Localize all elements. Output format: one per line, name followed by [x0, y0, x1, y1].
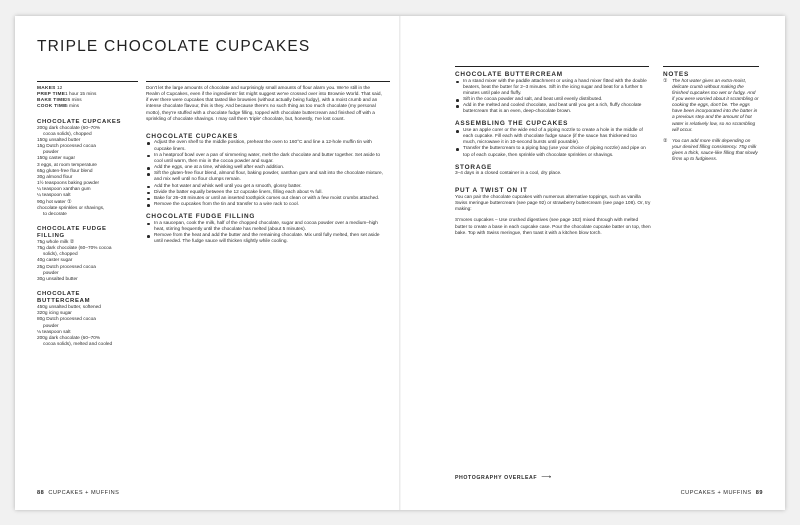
method-top-rule — [455, 66, 649, 67]
storage-text: 3–4 days in a closed container in a cool, dry place. — [455, 171, 562, 177]
twist-smores-text: S'mores cupcakes – Use crushed digestives (see page 162) mixed through with melted butter to create a base in each cupcake case. Pour the chocolate cupcake batter on top, then bake. Top with Swiss meringue, then toast it with a kitchen blow torch. — [455, 218, 651, 236]
twist-text: You can pair the chocolate cupcakes with numerous alternative toppings, such as vanilla Swiss meringue buttercream (see page 92) or strawberry buttercream (see page 108). Or, try making: — [455, 194, 651, 213]
ingredient-line: 450g unsalted butter, softened — [37, 305, 101, 311]
method-step: In a heatproof bowl over a pan of simmering water, melt the dark chocolate and butter together. Set aside to cool until warm, then mix in the cocoa powder and sugar. — [146, 153, 384, 165]
notes-heading: NOTES — [663, 71, 690, 78]
method-step: Bake for 26–28 minutes or until an inserted toothpick comes out clean or with a few moist crumbs attached. — [146, 196, 384, 202]
recipe-title: TRIPLE CHOCOLATE CUPCAKES — [37, 38, 311, 55]
method-step: Add the hot water and whisk well until you get a smooth, glossy batter. — [146, 184, 384, 190]
note-item: ① The hot water gives an extra-moist, delicate crumb without making the finished cupcakes too wet or fudgy. And if you were worried about it scrambling or cooking the eggs, don't be. The eggs have been incorporated into the batter in a previous step and the amount of hot water is relatively low, so no scrambling will occur. — [663, 78, 759, 133]
twist-heading: PUT A TWIST ON IT — [455, 187, 528, 195]
ingredient-line: 65g gluten-free flour blend — [37, 168, 93, 174]
photography-overleaf-label: PHOTOGRAPHY OVERLEAF ⟶ — [455, 474, 552, 481]
method-cupcakes-heading: CHOCOLATE CUPCAKES — [146, 132, 239, 140]
ingredients-top-rule — [37, 81, 138, 82]
method-step: In a saucepan, cook the milk, half of the chopped chocolate, sugar and cocoa powder over a medium–high heat, stirring frequently until the chocolate has melted (about 5 minutes). — [146, 221, 384, 233]
arrow-right-icon: ⟶ — [541, 474, 552, 481]
method-step: Add in the melted and cooled chocolate, and beat until you get a rich, fluffy chocolate buttercream that is an even, deep-chocolate brown. — [455, 103, 651, 115]
ingredient-line: powder — [43, 323, 59, 329]
left-page — [15, 16, 400, 510]
ingredient-line: 30g unsalted butter — [37, 276, 78, 282]
note-item: ② You can add more milk depending on your desired filling consistency. 75g milk gives a thick, sauce-like filling that slowly firms up to fudginess. — [663, 138, 758, 163]
method-buttercream-heading: CHOCOLATE BUTTERCREAM — [455, 71, 563, 78]
ingredients-column — [37, 86, 141, 348]
ingredient-line: 40g caster sugar — [37, 258, 73, 264]
storage-heading: STORAGE — [455, 163, 493, 171]
ingredient-line: 200g dark chocolate (60–70% — [37, 125, 101, 131]
ingredient-line: 15g Dutch processed cocoa — [37, 144, 96, 150]
ingredient-line: 75g dark chocolate (60–70% cocoa — [37, 246, 112, 252]
ingredient-line: 320g icing sugar — [37, 311, 72, 317]
ingredient-line: 3 eggs, at room temperature — [37, 162, 97, 168]
ingredient-line: 150g caster sugar — [37, 156, 76, 162]
method-step: Add the eggs, one at a time, whisking well after each addition. — [146, 165, 384, 171]
ingredient-line: 75g whole milk ② — [37, 239, 74, 245]
method-step: Sift in the cocoa powder and salt, and beat until evenly distributed. — [455, 97, 651, 103]
ingredient-line: 25g Dutch processed cocoa — [37, 264, 96, 270]
ingredient-line: 80g Dutch processed cocoa — [37, 317, 96, 323]
meta-bake-time: BAKE TIME26 mins — [37, 98, 82, 104]
method-step: In a stand mixer with the paddle attachment or using a hand mixer fitted with the double beaters, beat the butter for 2–3 minutes. Sift in the icing sugar and beat for a further 5 minutes until pale and fluffy. — [455, 79, 651, 97]
ingredient-line: 150g unsalted butter — [37, 137, 81, 143]
right-page — [401, 16, 785, 510]
ingredients-fudge-heading: CHOCOLATE FUDGE FILLING — [37, 225, 107, 239]
note-marker: ① — [663, 78, 668, 84]
method-fudge-heading: CHOCOLATE FUDGE FILLING — [146, 213, 256, 221]
meta-makes: MAKES 12 — [37, 86, 63, 91]
ingredient-line: powder — [43, 270, 59, 276]
ingredient-line: ¼ teaspoon salt — [37, 193, 71, 199]
method-step: Transfer the buttercream to a piping bag (use your choice of piping nozzle) and pipe on top of each cupcake, then sprinkle with chocolate sprinkles or shavings. — [455, 146, 651, 158]
ingredient-line: 200g dark chocolate (60–70% — [37, 335, 101, 341]
note-marker: ② — [663, 138, 668, 144]
method-assembling-heading: ASSEMBLING THE CUPCAKES — [455, 120, 569, 128]
ingredient-line: 30g almond flour — [37, 174, 73, 180]
method-step: Adjust the oven shelf to the middle position, preheat the oven to 160°C and line a 12-hole muffin tin with cupcake liners. — [146, 140, 384, 152]
ingredient-line: cocoa solids), melted and cooled — [43, 342, 113, 347]
ingredient-line: ⅛ teaspoon salt — [37, 329, 71, 335]
method-fudge-steps — [146, 221, 384, 246]
ingredients-buttercream-heading: CHOCOLATE BUTTERCREAM — [37, 291, 91, 305]
method-buttercream-steps — [455, 79, 651, 116]
meta-cook-time: COOK TIME5 mins — [37, 104, 79, 110]
ingredient-line: powder — [43, 150, 59, 156]
ingredient-line: 90g hot water ① — [37, 199, 72, 205]
method-step: Remove from the heat and add the butter and the remaining chocolate. Mix until fully melted, then set aside until needed. The fudge sauce will thicken slightly while cooling. — [146, 233, 384, 245]
method-step: Divide the batter equally between the 12 cupcake liners, filling each about ⅔ full. — [146, 190, 384, 196]
ingredient-line: 1½ teaspoons baking powder — [37, 181, 100, 187]
method-step: Remove the cupcakes from the tin and transfer to a wire rack to cool. — [146, 202, 384, 208]
intro-paragraph: Don't let the large amounts of chocolate and surprisingly small amounts of flour alarm you. We're still in the Realm of Cupcakes, even if the ingredients' list might suggest we've crossed over into Brownie World. That said, if ever there were cupcakes that tasted like brownies (without actually being fudgy), with a moist crumb and an intense chocolate flavour, this is they. And because there's no such thing as too much chocolate (my personal motto), they're stuffed with a chocolate fudge filling, topped with chocolate buttercream and finished off with a sprinkling of chocolate shavings. I may call them 'triple' chocolate, but, honestly, I've lost count. — [146, 86, 382, 122]
ingredient-line: solids), chopped — [43, 252, 78, 258]
meta-prep-time: PREP TIME1 hour 15 mins — [37, 92, 97, 98]
ingredient-line: to decorate — [43, 211, 67, 217]
ingredient-line: cocoa solids), chopped — [43, 131, 92, 137]
method-step: Sift the gluten-free flour blend, almond flour, baking powder, xanthan gum and salt into the chocolate mixture, and mix well until no flour clumps remain. — [146, 171, 384, 183]
ingredient-line: ¼ teaspoon xanthan gum — [37, 187, 91, 193]
ingredients-cupcakes-heading: CHOCOLATE CUPCAKES — [37, 118, 122, 125]
notes-column — [663, 71, 759, 169]
notes-top-rule — [663, 66, 759, 67]
method-cupcakes-steps — [146, 140, 384, 208]
left-folio: 88 CUPCAKES + MUFFINS — [37, 490, 120, 496]
method-assembling-steps — [455, 128, 651, 159]
right-method-column — [455, 71, 651, 242]
method-step: Use an apple corer or the wide end of a piping nozzle to create a hole in the middle of each cupcake. Fill each with chocolate fudge sauce (if the sauce has thickened too much, microwave it in 10-second bursts until pourable). — [455, 128, 651, 146]
intro-top-rule — [146, 81, 390, 82]
book-spread — [15, 16, 785, 510]
method-column — [146, 86, 384, 245]
right-folio: CUPCAKES + MUFFINS 89 — [680, 490, 763, 496]
ingredient-line: chocolate sprinkles or shavings, — [37, 205, 105, 211]
